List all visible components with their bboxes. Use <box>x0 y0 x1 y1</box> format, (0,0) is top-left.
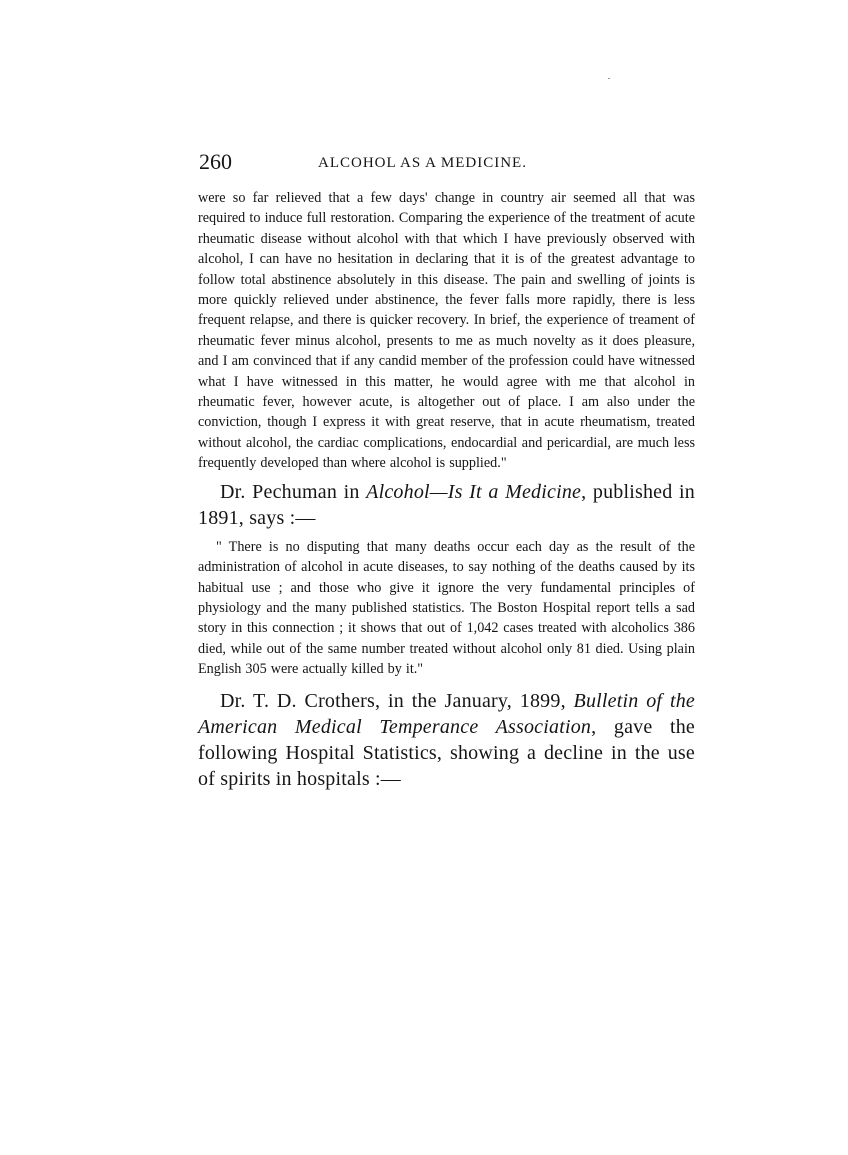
pechuman-intro-before: Dr. Pechuman in <box>220 480 367 503</box>
book-page <box>198 150 695 798</box>
running-head: ALCOHOL AS A MEDICINE. <box>318 155 527 171</box>
quote-continuation: were so far relieved that a few days' change in country air seemed all that was required to induce full restoration. Comparing the experience of the treatment of acute rheumatic disease without alcohol with that which I have previously observed with alcohol, I can have no hesitation in declaring that it is of the greatest advantage to follow total abstinence absolutely in this disease. The pain and swelling of joints is more quickly relieved under abstinence, the fever falls more rapidly, there is less frequent relapse, and there is quicker recovery. In brief, the experience of treament of rheumatic fever minus alcohol, presents to me as much novelty as it does pleasure, and I am convinced that if any candid member of the profession could have witnessed what I have witnessed in this matter, he would agree with me that alcohol in rheumatic fever, however acute, is altogether out of place. I am also under the conviction, though I express it with great reserve, that in acute rheumatism, treated without alcohol, the cardiac complications, endocardial and pericardial, are much less frequently developed than where alcohol is supplied." <box>198 190 695 472</box>
crothers-after: , gave the following Hospital Statistics, showing a decline in the use of spirits in hospitals :— <box>198 715 696 790</box>
page-number: 260 <box>199 149 232 174</box>
page-speck <box>608 78 610 79</box>
crothers-paragraph <box>198 688 695 792</box>
pechuman-quote: " There is no disputing that many deaths occur each day as the result of the administration of alcohol in acute diseases, to say nothing of the deaths caused by its habitual use ; and those who give it ignore the very fundamental principles of physiology and the many published statistics. The Boston Hospital report tells a sad story in this connection ; it shows that out of 1,042 cases treated with alcoholics 386 died, while out of the same number treated without alcohol only 81 died. Using plain English 305 were actually killed by it." <box>198 538 695 678</box>
pechuman-intro <box>198 479 695 531</box>
crothers-before: Dr. T. D. Crothers, in the January, 1899, <box>220 689 574 712</box>
page-header <box>198 150 695 180</box>
pechuman-book-title: Alcohol—Is It a Medicine <box>366 480 582 503</box>
crothers-bulletin-title: Bulletin of the American Medical Temperance Association <box>198 689 695 738</box>
pechuman-intro-after: , published in 1891, says :— <box>198 480 695 529</box>
